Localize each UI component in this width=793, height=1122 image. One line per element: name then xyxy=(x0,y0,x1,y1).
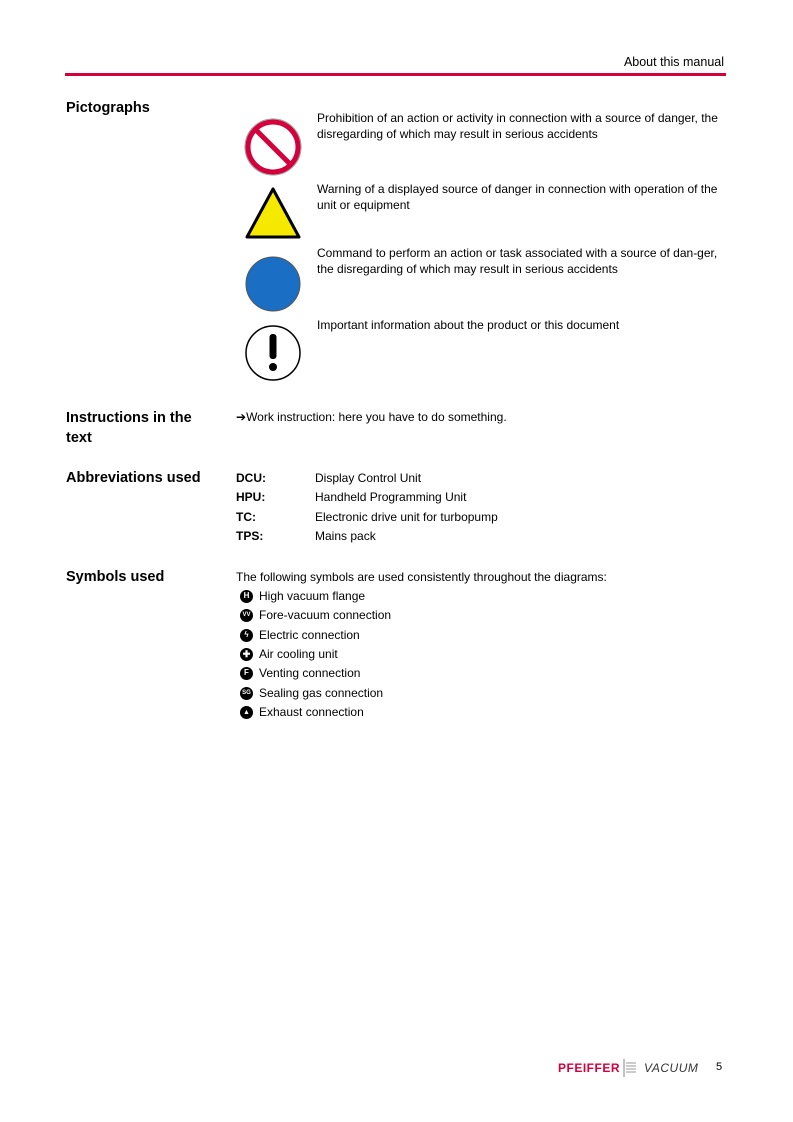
fore-vacuum-icon: VV xyxy=(240,609,253,622)
information-description: Important information about the product or this document xyxy=(317,318,620,332)
warning-description: Warning of a displayed source of danger in connection with operation of the unit or equipment xyxy=(317,182,718,212)
command-icon xyxy=(244,255,302,313)
exhaust-icon: ▲ xyxy=(240,706,253,719)
instructions-heading-line1: Instructions in the xyxy=(66,410,192,426)
instructions-heading-line2: text xyxy=(66,430,92,446)
arrow-icon: ➔ xyxy=(236,410,247,424)
symbol-label: Electric connection xyxy=(259,628,360,642)
brand-mark-icon xyxy=(622,1058,638,1078)
symbol-label: Fore-vacuum connection xyxy=(259,608,392,622)
instruction-line xyxy=(236,410,507,424)
information-icon xyxy=(244,324,302,382)
brand-pfeiffer: PFEIFFER xyxy=(558,1061,621,1075)
header-rule xyxy=(65,73,726,76)
venting-icon: F xyxy=(240,667,253,680)
symbols-heading: Symbols used xyxy=(66,569,165,585)
abbreviation-value: Electronic drive unit for turbopump xyxy=(315,510,498,524)
symbol-item xyxy=(240,608,391,622)
abbreviation-value: Handheld Programming Unit xyxy=(315,490,467,504)
air-cooling-icon: ✚ xyxy=(240,648,253,661)
warning-icon xyxy=(244,186,302,240)
electric-icon: ϟ xyxy=(240,629,253,642)
prohibition-icon xyxy=(244,118,302,176)
symbol-item xyxy=(240,647,338,661)
symbols-intro: The following symbols are used consistently throughout the diagrams: xyxy=(236,570,607,584)
instructions-heading xyxy=(66,408,192,448)
abbreviation-key: TPS: xyxy=(236,529,264,543)
symbol-item xyxy=(240,628,360,642)
instruction-text: Work instruction: here you have to do something. xyxy=(246,410,507,424)
symbol-item xyxy=(240,705,364,719)
abbreviation-key: HPU: xyxy=(236,490,266,504)
header-title: About this manual xyxy=(623,55,724,69)
pictographs-heading: Pictographs xyxy=(66,100,150,116)
abbreviation-value: Mains pack xyxy=(315,529,376,543)
symbol-label: High vacuum flange xyxy=(259,589,366,603)
command-description: Command to perform an action or task associated with a source of dan-ger, the disregarding of which may result in serious accidents xyxy=(317,246,718,276)
symbol-label: Sealing gas connection xyxy=(259,686,384,700)
abbreviation-value: Display Control Unit xyxy=(315,471,422,485)
symbol-item xyxy=(240,686,383,700)
symbol-item xyxy=(240,666,360,680)
symbol-label: Exhaust connection xyxy=(259,705,364,719)
symbol-item xyxy=(240,589,365,603)
symbol-label: Venting connection xyxy=(259,666,361,680)
high-vacuum-icon: H xyxy=(240,590,253,603)
sealing-gas-icon: SG xyxy=(240,687,253,700)
abbreviation-key: DCU: xyxy=(236,471,266,485)
symbol-label: Air cooling unit xyxy=(259,647,338,661)
brand-logo xyxy=(558,1058,698,1078)
prohibition-description: Prohibition of an action or activity in connection with a source of danger, the disregarding of which may result in serious accidents xyxy=(317,111,718,141)
abbreviation-key: TC: xyxy=(236,510,256,524)
page-number: 5 xyxy=(716,1061,723,1073)
abbreviations-heading: Abbreviations used xyxy=(66,470,201,486)
brand-vacuum: VACUUM xyxy=(644,1061,699,1075)
